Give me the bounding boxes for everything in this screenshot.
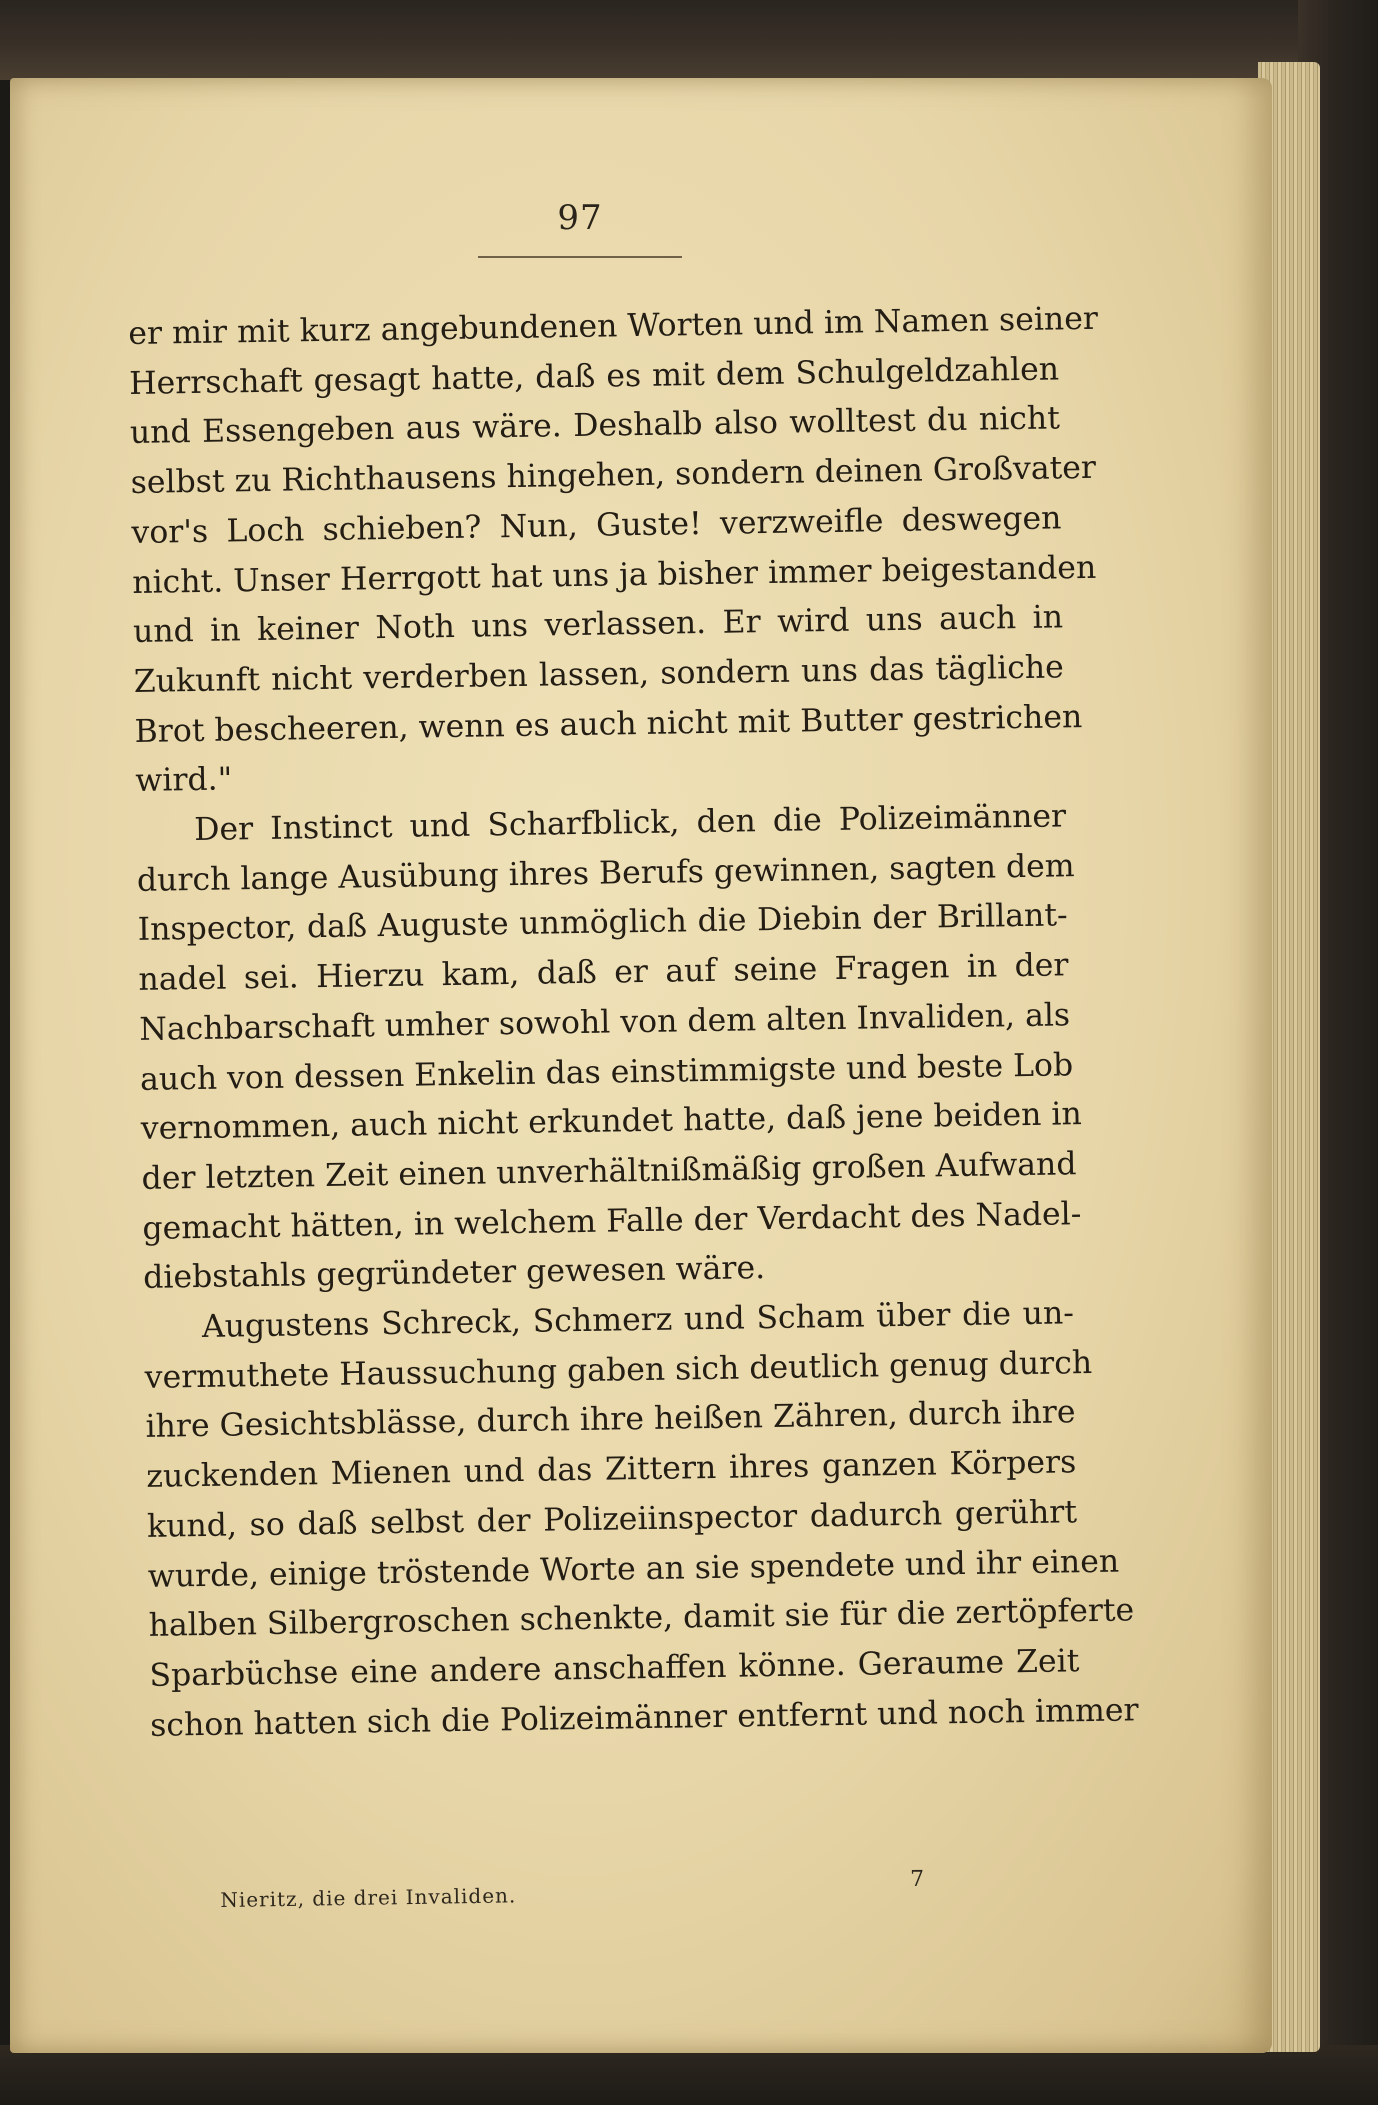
page-number: 97 <box>557 198 603 238</box>
paragraph-1 <box>128 295 1099 807</box>
text-line: auch von dessen Enkelin das einstimmigste und beste Lob <box>139 1046 1074 1098</box>
text-line: vermuthete Haussuchung gaben sich deutlich genug durch <box>144 1344 1093 1396</box>
book-binding-bottom <box>0 2045 1378 2105</box>
text-line: ihre Gesichtsblässe, durch ihre heißen Zähren, durch ihre <box>145 1394 1076 1446</box>
text-line: er mir mit kurz angebundenen Worten und im Namen seiner <box>128 300 1099 352</box>
text-line: selbst zu Richthausens hingehen, sondern deinen Großvater <box>130 449 1097 502</box>
text-line: Der Instinct und Scharfblick, den die Polizeimänner <box>193 798 1067 849</box>
text-line: Brot bescheeren, wenn es auch nicht mit Butter gestrichen <box>134 698 1083 750</box>
text-line: schon hatten sich die Polizeimänner entfernt und noch immer <box>149 1691 1139 1744</box>
text-line: Sparbüchse eine andere anschaffen könne. Geraume Zeit <box>149 1643 1080 1694</box>
paragraph-3 <box>144 1289 1139 1751</box>
book-binding-top <box>0 0 1378 80</box>
text-line: Augustens Schreck, Schmerz und Scham über die un- <box>201 1295 1075 1346</box>
text-line: und in keiner Noth uns verlassen. Er wird uns auch in <box>132 599 1064 651</box>
book-page <box>10 78 1272 2053</box>
text-line: halben Silbergroschen schenkte, damit sie für die zertöpferte <box>148 1592 1135 1645</box>
page-footer <box>220 1865 1070 1912</box>
text-line: nadel sei. Hierzu kam, daß er auf seine Fragen in der <box>138 947 1069 999</box>
text-line: vor's Loch schieben? Nun, Guste! verzweifle deswegen <box>131 500 1062 551</box>
header-rule <box>478 256 682 258</box>
text-line: Zukunft nicht verderben lassen, sondern uns das tägliche <box>133 649 1065 700</box>
text-line: Herrschaft gesagt hatte, daß es mit dem Schulgeldzahlen <box>128 351 1060 402</box>
text-line: vernommen, auch nicht erkundet hatte, daß jene beiden in <box>140 1096 1083 1148</box>
text-line: Nachbarschaft umher sowohl von dem alten Invaliden, als <box>139 997 1071 1048</box>
text-line: und Essengeben aus wäre. Deshalb also wolltest du nicht <box>129 400 1061 452</box>
text-line: zuckenden Mienen und das Zittern ihres ganzen Körpers <box>146 1444 1077 1496</box>
footer-signature: Nieritz, die drei Invaliden. <box>220 1883 517 1912</box>
text-line: der letzten Zeit einen unverhältnißmäßig großen Aufwand <box>141 1146 1077 1197</box>
text-line: kund, so daß selbst der Polizeiinspector dadurch gerührt <box>146 1494 1078 1545</box>
text-line: diebstahls gegründeter gewesen wäre. <box>142 1250 766 1297</box>
paragraph-2 <box>136 792 1083 1304</box>
sheet-number: 7 <box>909 1866 925 1893</box>
text-line: gemacht hätten, in welchem Falle der Verdacht des Nadel- <box>142 1195 1082 1247</box>
text-line: durch lange Ausübung ihres Berufs gewinnen, sagten dem <box>136 847 1075 899</box>
text-line: wurde, einige tröstende Worte an sie spendete und ihr einen <box>147 1543 1120 1595</box>
text-line: Inspector, daß Auguste unmöglich die Diebin der Brillant- <box>137 897 1068 949</box>
body-text <box>128 295 1139 1751</box>
text-line: nicht. Unser Herrgott hat uns ja bisher immer beigestanden <box>131 549 1097 601</box>
text-line: wird." <box>135 761 233 800</box>
